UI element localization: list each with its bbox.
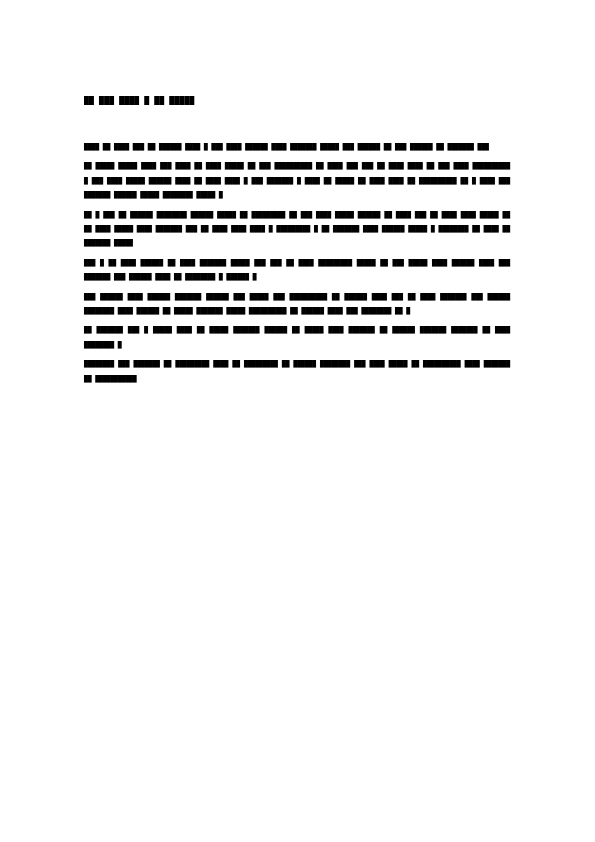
paragraph-3: ██ █ ███ ██ ██████ ████████ ██████ █████ ██ █████████ ██ ███ ████ █████ ██████ ██ ████ ███ ██ ████ ████ █████ ██ ██ ████ █████ ████ ███████ ███ ██ ████ ████ ████ █ █████████ █ ██ ███████ ████ ██████ █████ █ ████████ ██ ████ ██ ███████ █████ [84,210,510,248]
paragraph-5: ███ ██████ ████ ██████ ███████ ██████ ███ █████ ███ ██████████ ██ ██████ ████ ███ ██ ████ ███████ ███ ██████ ████████ ████ ██████ ██ █████ ███████ █████ ██████████ ██ ██████ ████ ███ ████████ ██ █ [84,292,510,316]
document-body [84,140,510,391]
document-header: ██ ███ ████ █ ██ █████ [84,96,195,105]
paragraph-4: ███ █ ██ ████ ██████ ██ ████ ███████ █████ ███ ███ ██ ████ █████████ █████ ██ ███ █████ ████ ██████ ████ ███ ███████ ███ ██████ ████ ██ ████████ █ ██████ █ [84,258,510,282]
paragraph-1: ████ ██ ████ ███ ██ ██████ ████ █ ███ ████ ██████ ████ ███████ █████ ███ ██████ ██ ███ ██████ ██ ███████ ███ [84,143,489,151]
paragraph-2: ██ █████ █████ ████ ███ ████ ██ ████ █████ ██ ███ ██████████ ██ ████ ███ ███ ██ ████ ████ ██ ███ ████ ██████████ █ ███ ████ █████ ██████ ████ ██ ████ ████ █ ███ ███████ █ ████ ██ █████ ██ ████ ████ ██ ██████████ ██ █ ████ ███ ███████ ██████ █████ ████████ █████ █ [84,162,510,200]
paragraph-7: ████████ ███ ███████ ██ █████████ ████ ██ █████████ ██ ██████ ████████ ███ ████ █████ ██ ██████████ ████ ███████ ██ ███████████ [84,360,510,383]
paragraph-6: ██ ███████ ███ █ █████ ████ ██ █████ ███████ ██████ ██ █████ ████ ███████ ██ ██████ ███████ ███████ ██ ████ ████████ █ [84,326,510,349]
